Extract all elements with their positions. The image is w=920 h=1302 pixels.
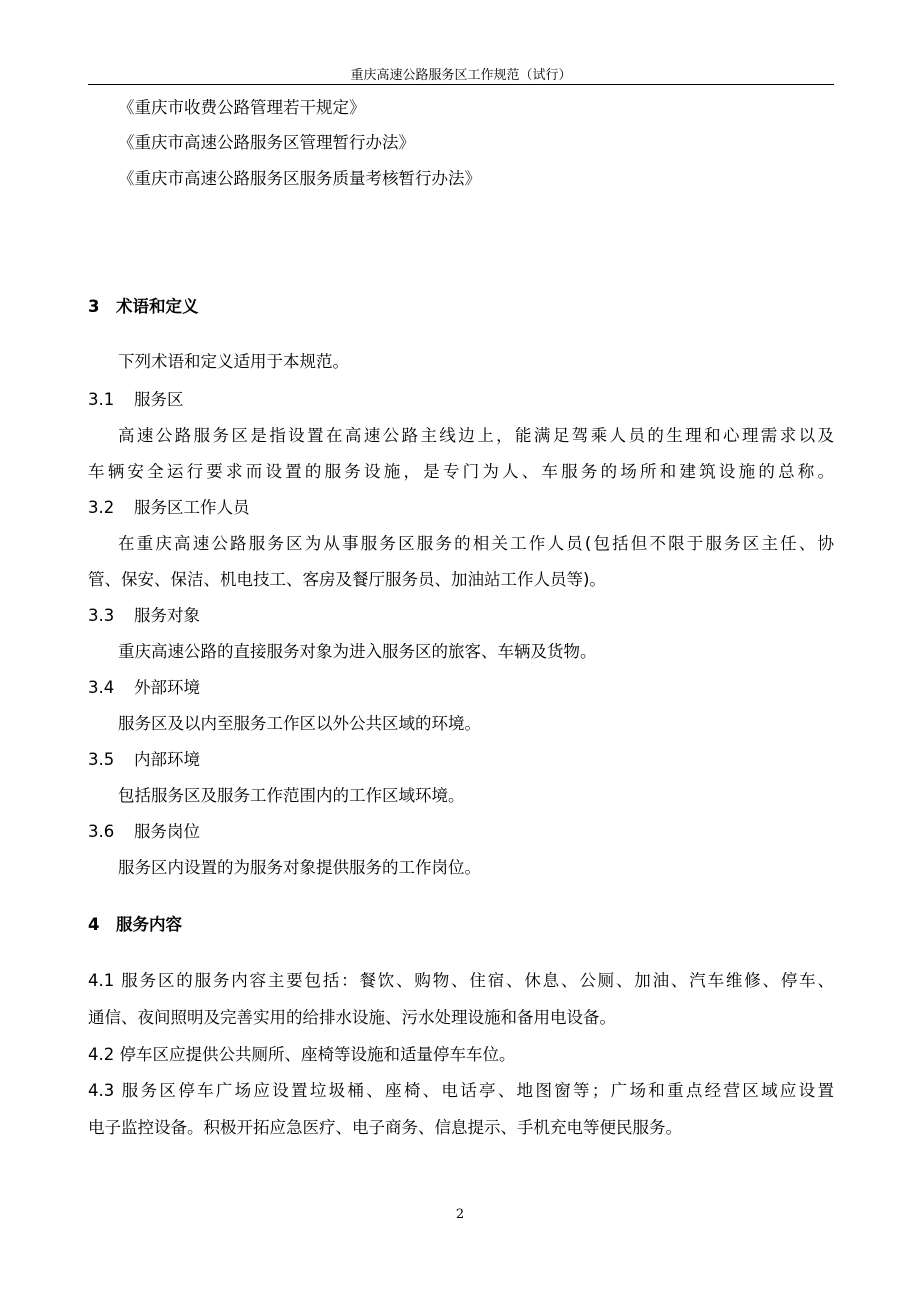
paragraph-line: 4.2 停车区应提供公共厕所、座椅等设施和适量停车车位。: [88, 1045, 516, 1064]
reference-2: 《重庆市高速公路服务区管理暂行办法》: [118, 133, 415, 152]
term-title: 服务区工作人员: [134, 498, 250, 517]
paragraph-line: 通信、夜间照明及完善实用的给排水设施、污水处理设施和备用电设备。: [88, 1008, 616, 1027]
term-body-line: 车辆安全运行要求而设置的服务设施，是专门为人、车服务的场所和建筑设施的总称。: [88, 462, 834, 481]
term-title: 服务对象: [134, 606, 200, 625]
reference-3: 《重庆市高速公路服务区服务质量考核暂行办法》: [118, 169, 481, 188]
term-number: 3.4: [88, 678, 115, 697]
term-body-line: 在重庆高速公路服务区为从事服务区服务的相关工作人员(包括但不限于服务区主任、协: [118, 534, 834, 553]
paragraph-line: 4.1 服务区的服务内容主要包括：餐饮、购物、住宿、休息、公厕、加油、汽车维修、停车、: [88, 971, 834, 990]
section-3-intro: 下列术语和定义适用于本规范。: [118, 352, 349, 371]
term-heading-3-3: [88, 604, 200, 628]
term-number: 3.5: [88, 750, 115, 769]
term-number: 3.6: [88, 822, 115, 841]
term-title: 服务岗位: [134, 822, 200, 841]
term-heading-3-2: [88, 496, 250, 520]
section-4-heading: [88, 913, 182, 937]
term-body-line: 服务区及以内至服务工作区以外公共区域的环境。: [118, 714, 481, 733]
page-header: 重庆高速公路服务区工作规范（试行）: [350, 68, 572, 83]
term-title: 外部环境: [134, 678, 200, 697]
term-body-line: 高速公路服务区是指设置在高速公路主线边上，能满足驾乘人员的生理和心理需求以及: [118, 426, 834, 445]
term-heading-3-6: [88, 820, 200, 844]
term-body-line: 重庆高速公路的直接服务对象为进入服务区的旅客、车辆及货物。: [118, 642, 597, 661]
term-number: 3.3: [88, 606, 115, 625]
term-number: 3.1: [88, 390, 115, 409]
section-3-heading: [88, 295, 199, 319]
section-4-title: 服务内容: [116, 915, 182, 934]
term-heading-3-5: [88, 748, 200, 772]
header-rule: [88, 84, 834, 85]
section-3-title: 术语和定义: [116, 297, 199, 316]
term-heading-3-1: [88, 388, 184, 412]
page-number: 2: [455, 1207, 465, 1222]
paragraph-line: 电子监控设备。积极开拓应急医疗、电子商务、信息提示、手机充电等便民服务。: [88, 1118, 682, 1137]
term-body-line: 包括服务区及服务工作范围内的工作区域环境。: [118, 786, 465, 805]
term-body-line: 管、保安、保洁、机电技工、客房及餐厅服务员、加油站工作人员等)。: [88, 570, 606, 589]
term-body-line: 服务区内设置的为服务对象提供服务的工作岗位。: [118, 858, 481, 877]
paragraph-line: 4.3 服务区停车广场应设置垃圾桶、座椅、电话亭、地图窗等；广场和重点经营区域应设置: [88, 1081, 834, 1100]
section-3-number: 3: [88, 297, 100, 316]
reference-1: 《重庆市收费公路管理若干规定》: [118, 98, 366, 117]
term-heading-3-4: [88, 676, 200, 700]
term-title: 服务区: [134, 390, 184, 409]
section-4-number: 4: [88, 915, 100, 934]
term-title: 内部环境: [134, 750, 200, 769]
term-number: 3.2: [88, 498, 115, 517]
